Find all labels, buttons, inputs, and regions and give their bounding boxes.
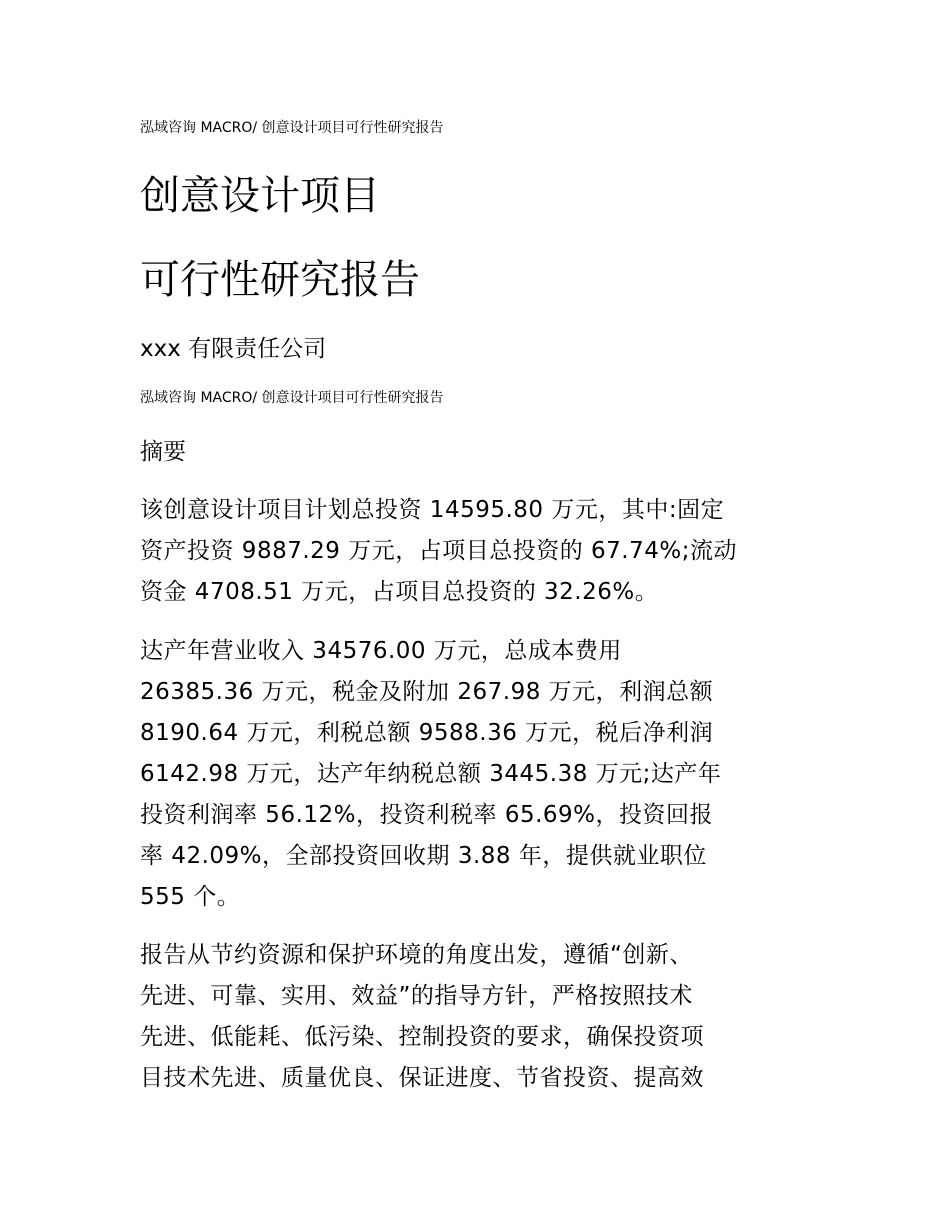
paragraph-line: 目技术先进、质量优良、保证进度、节省投资、提高效	[140, 1065, 704, 1091]
company-name: xxx 有限责任公司	[140, 336, 327, 362]
paragraph-line: 达产年营业收入 34576.00 万元，总成本费用	[140, 638, 622, 664]
paragraph-line: 先进、低能耗、低污染、控制投资的要求，确保投资项	[140, 1024, 704, 1050]
paragraph-line: 26385.36 万元，税金及附加 267.98 万元，利润总额	[140, 679, 714, 705]
abstract-paragraph-investment	[140, 490, 820, 613]
paragraph-line: 资产投资 9887.29 万元，占项目总投资的 67.74%;流动	[140, 538, 737, 564]
paragraph-line: 6142.98 万元，达产年纳税总额 3445.38 万元;达产年	[140, 761, 722, 787]
running-header: 泓域咨询 MACRO/ 创意设计项目可行性研究报告	[140, 120, 444, 136]
abstract-heading: 摘要	[140, 439, 186, 465]
abstract-paragraph-principles	[140, 935, 820, 1099]
abstract-paragraph-financials	[140, 631, 820, 918]
paragraph-line: 率 42.09%，全部投资回收期 3.88 年，提供就业职位	[140, 843, 707, 869]
paragraph-line: 555 个。	[140, 884, 241, 910]
paragraph-line: 8190.64 万元，利税总额 9588.36 万元，税后净利润	[140, 720, 714, 746]
paragraph-line: 投资利润率 56.12%，投资利税率 65.69%，投资回报	[140, 802, 714, 828]
document-title-line-2: 可行性研究报告	[140, 257, 420, 303]
document-title-line-1: 创意设计项目	[140, 173, 380, 219]
paragraph-line: 报告从节约资源和保护环境的角度出发，遵循“创新、	[140, 942, 693, 968]
paragraph-line: 先进、可靠、实用、效益”的指导方针，严格按照技术	[140, 983, 693, 1009]
paragraph-line: 该创意设计项目计划总投资 14595.80 万元，其中:固定	[140, 497, 725, 523]
paragraph-line: 资金 4708.51 万元，占项目总投资的 32.26%。	[140, 579, 659, 605]
running-header-repeat: 泓域咨询 MACRO/ 创意设计项目可行性研究报告	[140, 390, 444, 406]
